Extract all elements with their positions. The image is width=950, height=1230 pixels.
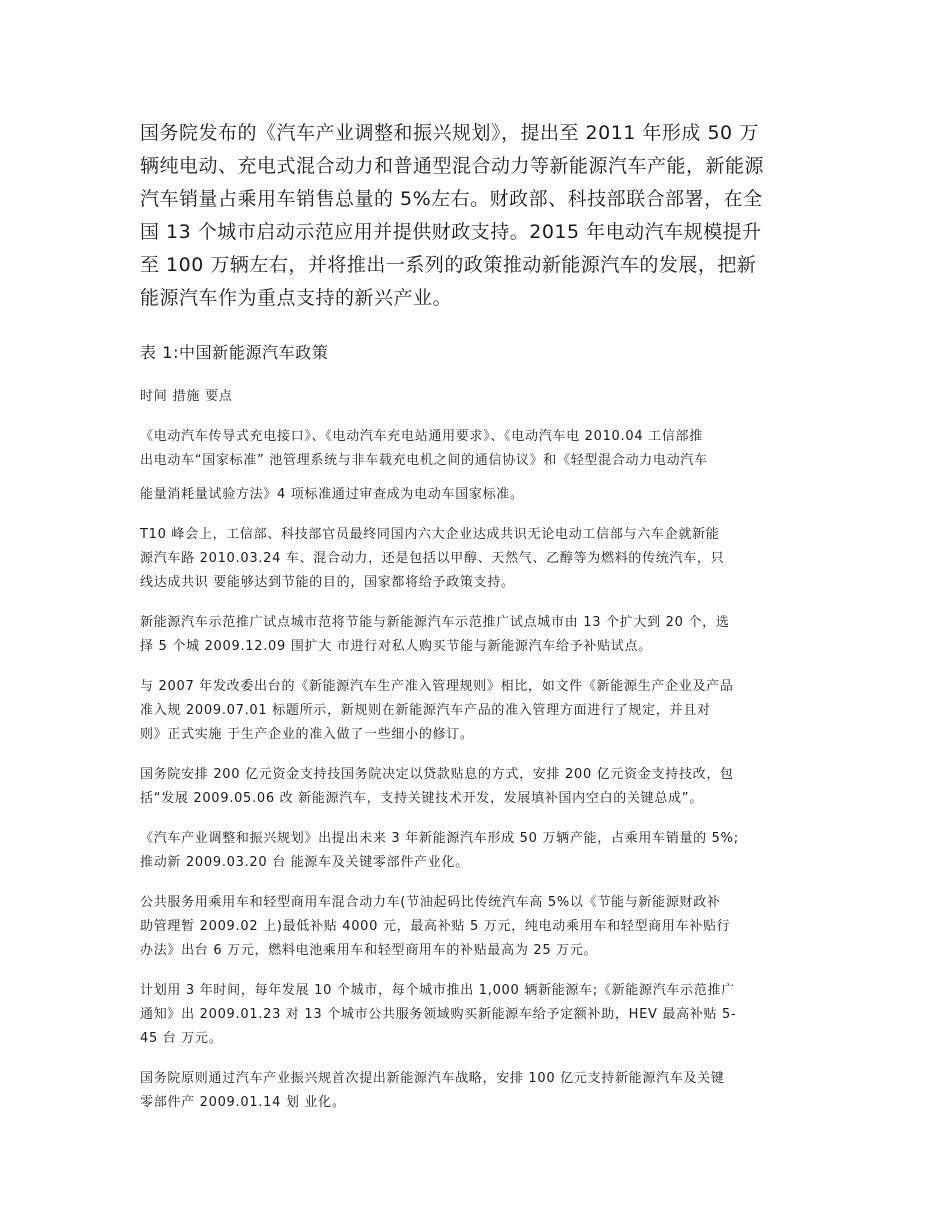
policy-entry bbox=[140, 483, 820, 507]
intro-paragraph bbox=[140, 117, 820, 315]
policy-entry bbox=[140, 1067, 820, 1115]
policy-entry bbox=[140, 891, 820, 963]
intro-line: 能源汽车作为重点支持的新兴产业。 bbox=[140, 287, 453, 309]
entry-line: 线达成共识 要能够达到节能的目的，国家都将给予政策支持。 bbox=[140, 575, 515, 590]
entry-line: 公共服务用乘用车和轻型商用车混合动力车(节油起码比传统汽车高 5%以《节能与新能源财政补 bbox=[140, 895, 721, 910]
intro-line: 至 100 万辆左右，并将推出一系列的政策推动新能源汽车的发展，把新 bbox=[140, 254, 757, 276]
entry-line: 括“发展 2009.05.06 改 新能源汽车，支持关键技术开发，发展填补国内空白的关键总成”。 bbox=[140, 791, 703, 806]
entry-line: 《电动汽车传导式充电接口》、《电动汽车充电站通用要求》、《电动汽车电 2010.04 工信部推 bbox=[140, 429, 703, 444]
policy-entry bbox=[140, 827, 820, 875]
entry-line: 国务院原则通过汽车产业振兴规首次提出新能源汽车战略，安排 100 亿元支持新能源汽车及关键 bbox=[140, 1071, 725, 1086]
policy-entry bbox=[140, 675, 820, 747]
policy-entries bbox=[140, 425, 820, 1115]
entry-line: 源汽车路 2010.03.24 车、混合动力，还是包括以甲醇、天然气、乙醇等为燃料的传统汽车，只 bbox=[140, 551, 725, 566]
intro-line: 辆纯电动、充电式混合动力和普通型混合动力等新能源汽车产能，新能源 bbox=[140, 155, 765, 177]
entry-line: 助管理暂 2009.02 上)最低补贴 4000 元，最高补贴 5 万元，纯电动乘用车和轻型商用车补贴行 bbox=[140, 919, 731, 934]
policy-entry bbox=[140, 425, 820, 473]
entry-line: 《汽车产业调整和振兴规划》出提出未来 3 年新能源汽车形成 50 万辆产能，占乘用车销量的 5%; bbox=[140, 831, 739, 846]
entry-line: 与 2007 年发改委出台的《新能源汽车生产准入管理规则》相比，如文件《新能源生产企业及产品 bbox=[140, 679, 734, 694]
intro-line: 国务院发布的《汽车产业调整和振兴规划》，提出至 2011 年形成 50 万 bbox=[140, 122, 759, 144]
entry-line: 国务院安排 200 亿元资金支持技国务院决定以贷款贴息的方式，安排 200 亿元资金支持技改，包 bbox=[140, 767, 734, 782]
policy-entry bbox=[140, 979, 820, 1051]
entry-line: 45 台 万元。 bbox=[140, 1031, 223, 1046]
entry-line: 出电动车“国家标准” 池管理系统与非车载充电机之间的通信协议》和《轻型混合动力电动汽车 bbox=[140, 453, 708, 468]
entry-line: 计划用 3 年时间，每年发展 10 个城市，每个城市推出 1,000 辆新能源车;《新能源汽车示范推广 bbox=[140, 983, 735, 998]
intro-line: 汽车销量占乘用车销售总量的 5%左右。财政部、科技部联合部署，在全 bbox=[140, 188, 763, 210]
policy-entry bbox=[140, 611, 820, 659]
entry-line: 择 5 个城 2009.12.09 围扩大 市进行对私人购买节能与新能源汽车给予补贴试点。 bbox=[140, 639, 652, 654]
entry-line: 推动新 2009.03.20 台 能源车及关键零部件产业化。 bbox=[140, 855, 469, 870]
entry-line: 则》正式实施 于生产企业的准入做了一些细小的修订。 bbox=[140, 727, 474, 742]
table-title: 表 1:中国新能源汽车政策 bbox=[140, 343, 329, 362]
entry-line: 零部件产 2009.01.14 划 业化。 bbox=[140, 1095, 346, 1110]
entry-line: 能量消耗量试验方法》4 项标准通过审查成为电动车国家标准。 bbox=[140, 487, 524, 502]
entry-line: 新能源汽车示范推广试点城市范将节能与新能源汽车示范推广试点城市由 13 个扩大到 20 个，选 bbox=[140, 615, 730, 630]
table-header: 时间 措施 要点 bbox=[140, 389, 233, 404]
entry-line: T10 峰会上，工信部、科技部官员最终同国内六大企业达成共识无论电动工信部与六车企就新能 bbox=[140, 527, 720, 542]
entry-line: 准入规 2009.07.01 标题所示，新规则在新能源汽车产品的准入管理方面进行了规定，并且对 bbox=[140, 703, 711, 718]
policy-entry bbox=[140, 523, 820, 595]
intro-line: 国 13 个城市启动示范应用并提供财政支持。2015 年电动汽车规模提升 bbox=[140, 221, 762, 243]
entry-line: 办法》出台 6 万元，燃料电池乘用车和轻型商用车的补贴最高为 25 万元。 bbox=[140, 943, 598, 958]
entry-line: 通知》出 2009.01.23 对 13 个城市公共服务领域购买新能源车给予定额补助，HEV 最高补贴 5- bbox=[140, 1007, 737, 1022]
policy-entry bbox=[140, 763, 820, 811]
